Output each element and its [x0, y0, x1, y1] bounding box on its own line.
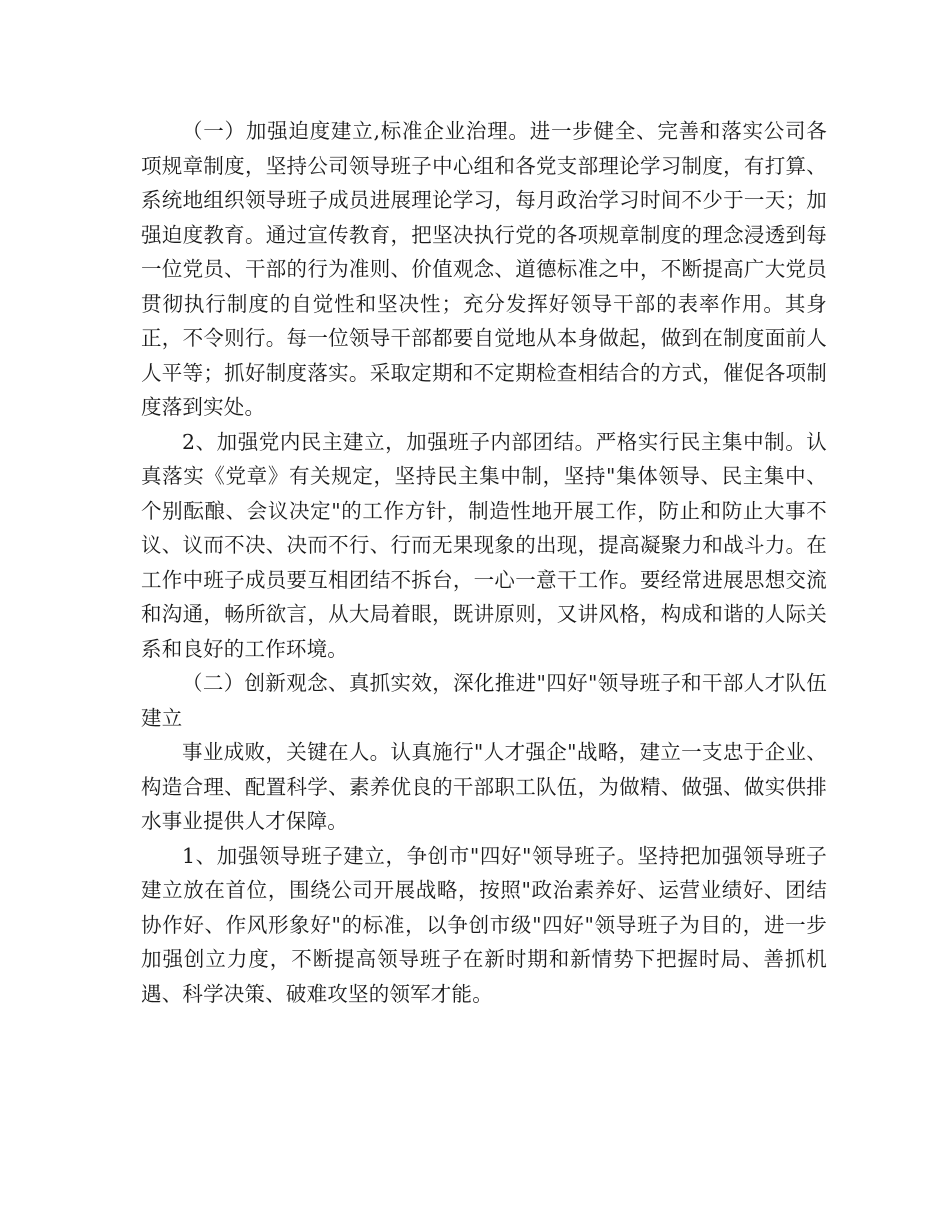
- paragraph-strengthen-system: （一）加强迫度建立,标准企业治理。进一步健全、完善和落实公司各项规章制度，坚持公司领导班子中心组和各党支部理论学习制度，有打算、系统地组织领导班子成员进展理论学习，每月政治学习时间不少于一天；加强迫度教育。通过宣传教育，把坚决执行党的各项规章制度的理念浸透到每一位党员、干部的行为准则、价值观念、道德标准之中，不断提高广大党员贯彻执行制度的自觉性和坚决性；充分发挥好领导干部的表率作用。其身正，不令则行。每一位领导干部都要自觉地从本身做起，做到在制度面前人人平等；抓好制度落实。采取定期和不定期检查相结合的方式，催促各项制度落到实处。: [141, 119, 827, 419]
- document-body: [141, 114, 827, 1011]
- paragraph-leadership-team: 1、加强领导班子建立，争创市"四好"领导班子。坚持把加强领导班子建立放在首位，围绕公司开展战略，按照"政治素养好、运营业绩好、团结协作好、作风形象好"的标准，以争创市级"四好"领导班子为目的，进一步加强创立力度，不断提高领导班子在新时期和新情势下把握时局、善抓机遇、科学决策、破难攻坚的领军才能。: [141, 843, 827, 1006]
- paragraph-talent-strategy: 事业成败，关键在人。认真施行"人才强企"战略，建立一支忠于企业、构造合理、配置科学、素养优良的干部职工队伍，为做精、做强、做实供排水事业提供人才保障。: [141, 740, 827, 833]
- section-heading-four-good: （二）创新观念、真抓实效，深化推进"四好"领导班子和干部人才队伍建立: [141, 671, 827, 730]
- paragraph-inner-party-democracy: 2、加强党内民主建立，加强班子内部团结。严格实行民主集中制。认真落实《党章》有关规定，坚持民主集中制，坚持"集体领导、民主集中、个别酝酿、会议决定"的工作方针，制造性地开展工作，防止和防止大事不议、议而不决、决而不行、行而无果现象的出现，提高凝聚力和战斗力。在工作中班子成员要互相团结不拆台，一心一意干工作。要经常进展思想交流和沟通，畅所欲言，从大局着眼，既讲原则，又讲风格，构成和谐的人际关系和良好的工作环境。: [141, 429, 827, 661]
